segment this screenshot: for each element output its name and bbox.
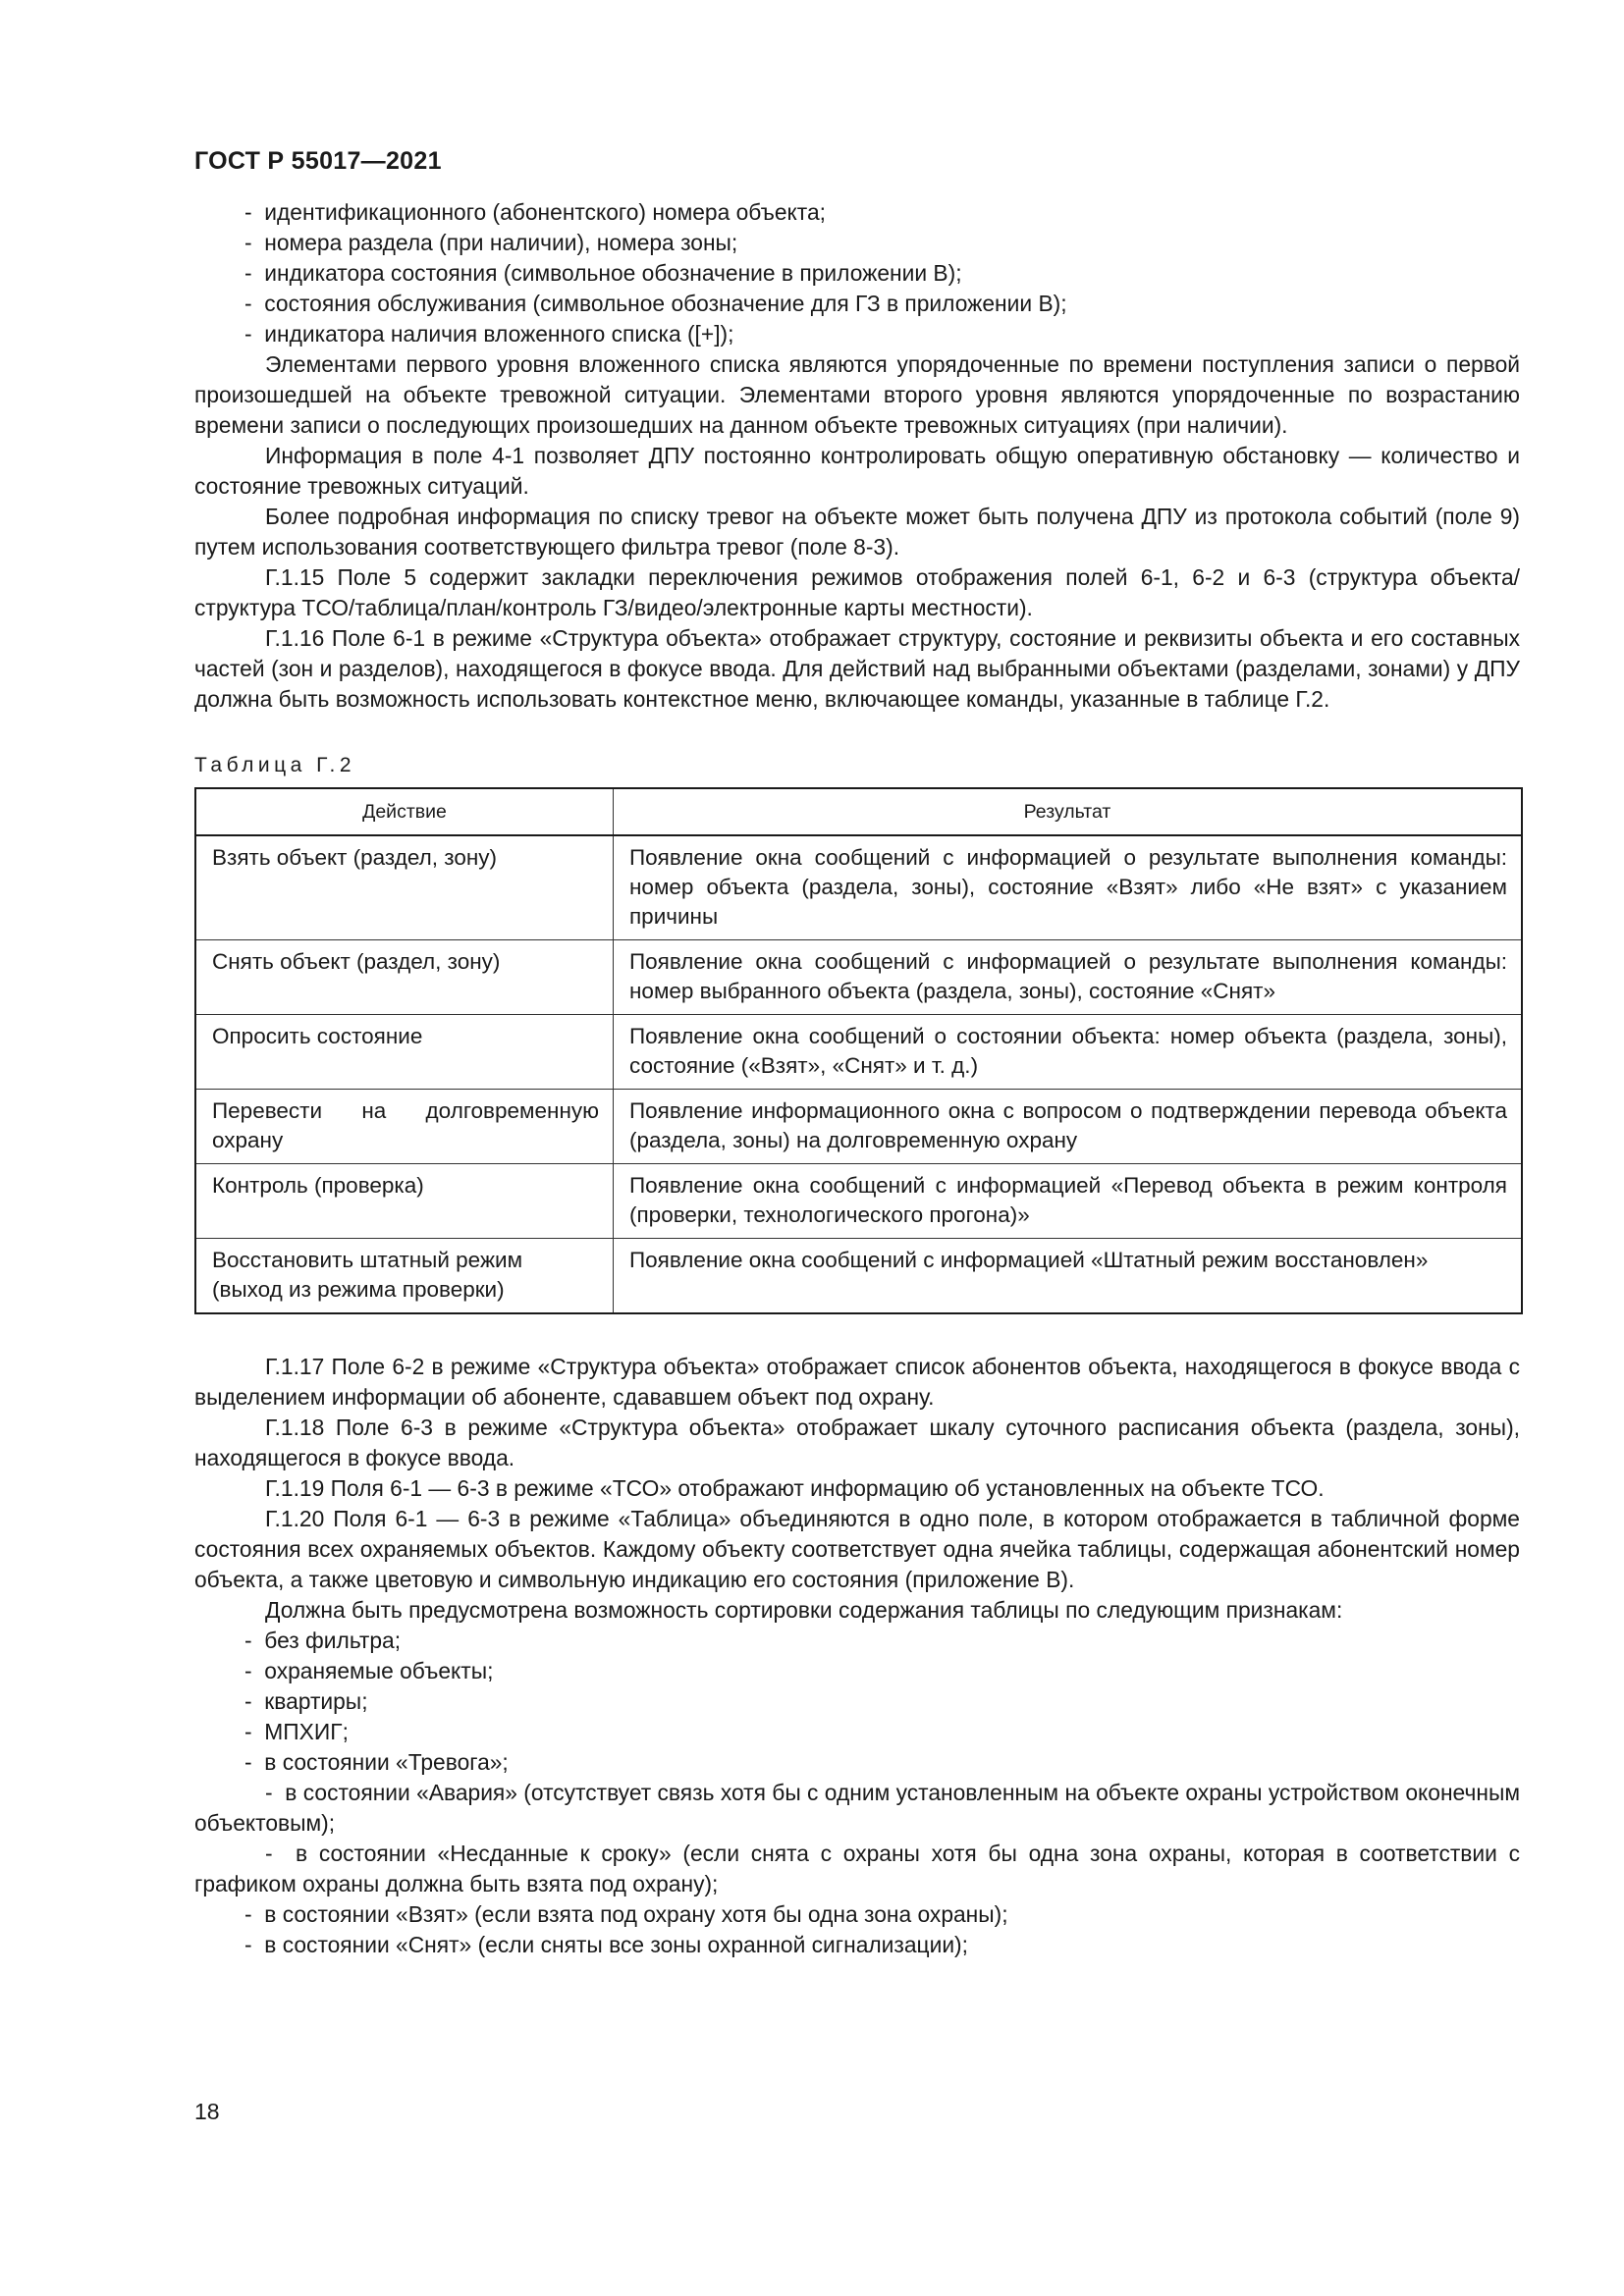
- list-item: - в состоянии «Снят» (если сняты все зоны охранной сигнализации);: [194, 1930, 1520, 1960]
- actions-table: [194, 787, 1523, 1314]
- table-row: [195, 1090, 1522, 1164]
- document-page: [194, 147, 1520, 1960]
- page-number: 18: [194, 2099, 220, 2124]
- table-row: [195, 835, 1522, 940]
- table-row: [195, 1239, 1522, 1314]
- dash-paragraph-text: в состоянии «Авария» (отсутствует связь хотя бы с одним установленным на объекте охраны устройством оконечным объектовым);: [194, 1780, 1521, 1836]
- column-header-action: Действие: [195, 788, 614, 835]
- paragraph-g-1-19: Г.1.19 Поля 6-1 — 6-3 в режиме «ТСО» отображают информацию об установленных на объекте ТСО.: [265, 1475, 1325, 1501]
- action-cell: Контроль (проверка): [195, 1164, 614, 1239]
- action-cell: Снять объект (раздел, зону): [195, 940, 614, 1015]
- list-item: - в состоянии «Взят» (если взята под охрану хотя бы одна зона охраны);: [194, 1899, 1520, 1930]
- list-item: - состояния обслуживания (символьное обозначение для ГЗ в приложении В);: [194, 289, 1520, 319]
- table-row: [195, 1015, 1522, 1090]
- list-item: - охраняемые объекты;: [194, 1656, 1520, 1686]
- body-bottom: [194, 1352, 1520, 1960]
- dash-paragraph-text: в состоянии «Несданные к сроку» (если снята с охраны хотя бы одна зона охраны, которая в соответствии с графиком охраны должна быть взята под охрану);: [194, 1841, 1520, 1896]
- list-item: - индикатора состояния (символьное обозначение в приложении В);: [194, 258, 1520, 289]
- table-row: [195, 1164, 1522, 1239]
- paragraph-g-1-15: Г.1.15 Поле 5 содержит закладки переключения режимов отображения полей 6-1, 6-2 и 6-3 (структура объекта/структура ТСО/таблица/план/контроль ГЗ/видео/электронные карты местности).: [194, 564, 1520, 620]
- paragraph-g-1-17: Г.1.17 Поле 6-2 в режиме «Структура объекта» отображает список абонентов объекта, находящегося в фокусе ввода с выделением информации об абоненте, сдававшем объект под охрану.: [194, 1354, 1520, 1410]
- result-cell: Появление окна сообщений с информацией о результате выполнения команды: номер объекта (раздела, зоны), состояние «Взят» либо «Не взят» с указанием причины: [614, 835, 1523, 940]
- paragraph: Информация в поле 4-1 позволяет ДПУ постоянно контролировать общую оперативную обстановку — количество и состояние тревожных ситуаций.: [194, 443, 1520, 499]
- result-cell: Появление окна сообщений с информацией «Штатный режим восстановлен»: [614, 1239, 1523, 1314]
- list-item: - индикатора наличия вложенного списка ([+]);: [194, 319, 1520, 349]
- paragraph: Более подробная информация по списку тревог на объекте может быть получена ДПУ из протокола событий (поле 9) путем использования соответствующего фильтра тревог (поле 8-3).: [194, 504, 1520, 560]
- action-cell: Перевести на долговременную охрану: [195, 1090, 614, 1164]
- table-row: [195, 940, 1522, 1015]
- action-cell: Опросить состояние: [195, 1015, 614, 1090]
- column-header-result: Результат: [614, 788, 1523, 835]
- action-cell: Восстановить штатный режим (выход из режима проверки): [195, 1239, 614, 1314]
- list-item: - номера раздела (при наличии), номера зоны;: [194, 228, 1520, 258]
- paragraph-g-1-16: Г.1.16 Поле 6-1 в режиме «Структура объекта» отображает структуру, состояние и реквизиты объекта и его составных частей (зон и разделов), находящегося в фокусе ввода. Для действий над выбранными объектами (разделами, зонами) у ДПУ должна быть возможность использовать контекстное меню, включающее команды, указанные в таблице Г.2.: [194, 625, 1520, 712]
- result-cell: Появление информационного окна с вопросом о подтверждении перевода объекта (раздела, зоны) на долговременную охрану: [614, 1090, 1523, 1164]
- dash-paragraph: - в состоянии «Авария» (отсутствует связь хотя бы с одним установленным на объекте охраны устройством оконечным объектовым);: [194, 1780, 1521, 1836]
- result-cell: Появление окна сообщений с информацией «Перевод объекта в режим контроля (проверки, технологического прогона)»: [614, 1164, 1523, 1239]
- list-item: - квартиры;: [194, 1686, 1520, 1717]
- table-caption: Таблица Г.2: [194, 754, 355, 776]
- list-item: - МПХИГ;: [194, 1717, 1520, 1747]
- action-cell: Взять объект (раздел, зону): [195, 835, 614, 940]
- paragraph-g-1-18: Г.1.18 Поле 6-3 в режиме «Структура объекта» отображает шкалу суточного расписания объекта (раздела, зоны), находящегося в фокусе ввода.: [194, 1415, 1520, 1470]
- paragraph: Должна быть предусмотрена возможность сортировки содержания таблицы по следующим признакам:: [265, 1597, 1343, 1623]
- result-cell: Появление окна сообщений с информацией о результате выполнения команды: номер выбранного объекта (раздела, зоны), состояние «Снят»: [614, 940, 1523, 1015]
- list-item: - без фильтра;: [194, 1626, 1520, 1656]
- list-item: - идентификационного (абонентского) номера объекта;: [194, 197, 1520, 228]
- dash-paragraph: - в состоянии «Несданные к сроку» (если снята с охраны хотя бы одна зона охраны, которая в соответствии с графиком охраны должна быть взята под охрану);: [194, 1841, 1520, 1896]
- result-cell: Появление окна сообщений о состоянии объекта: номер объекта (раздела, зоны), состояние («Взят», «Снят» и т. д.): [614, 1015, 1523, 1090]
- body-top: [194, 197, 1520, 715]
- paragraph-g-1-20: Г.1.20 Поля 6-1 — 6-3 в режиме «Таблица» объединяются в одно поле, в котором отображается в табличной форме состояния всех охраняемых объектов. Каждому объекту соответствует одна ячейка таблицы, содержащая абонентский номер объекта, а также цветовую и символьную индикацию его состояния (приложение В).: [194, 1506, 1520, 1592]
- list-item: - в состоянии «Тревога»;: [194, 1747, 1520, 1778]
- paragraph: Элементами первого уровня вложенного списка являются упорядоченные по времени поступления записи о первой произошедшей на объекте тревожной ситуации. Элементами второго уровня являются упорядоченные по возрастанию времени записи о последующих произошедших на данном объекте тревожных ситуациях (при наличии).: [194, 351, 1520, 438]
- standard-header: ГОСТ Р 55017—2021: [194, 147, 442, 175]
- table-header-row: [195, 788, 1522, 835]
